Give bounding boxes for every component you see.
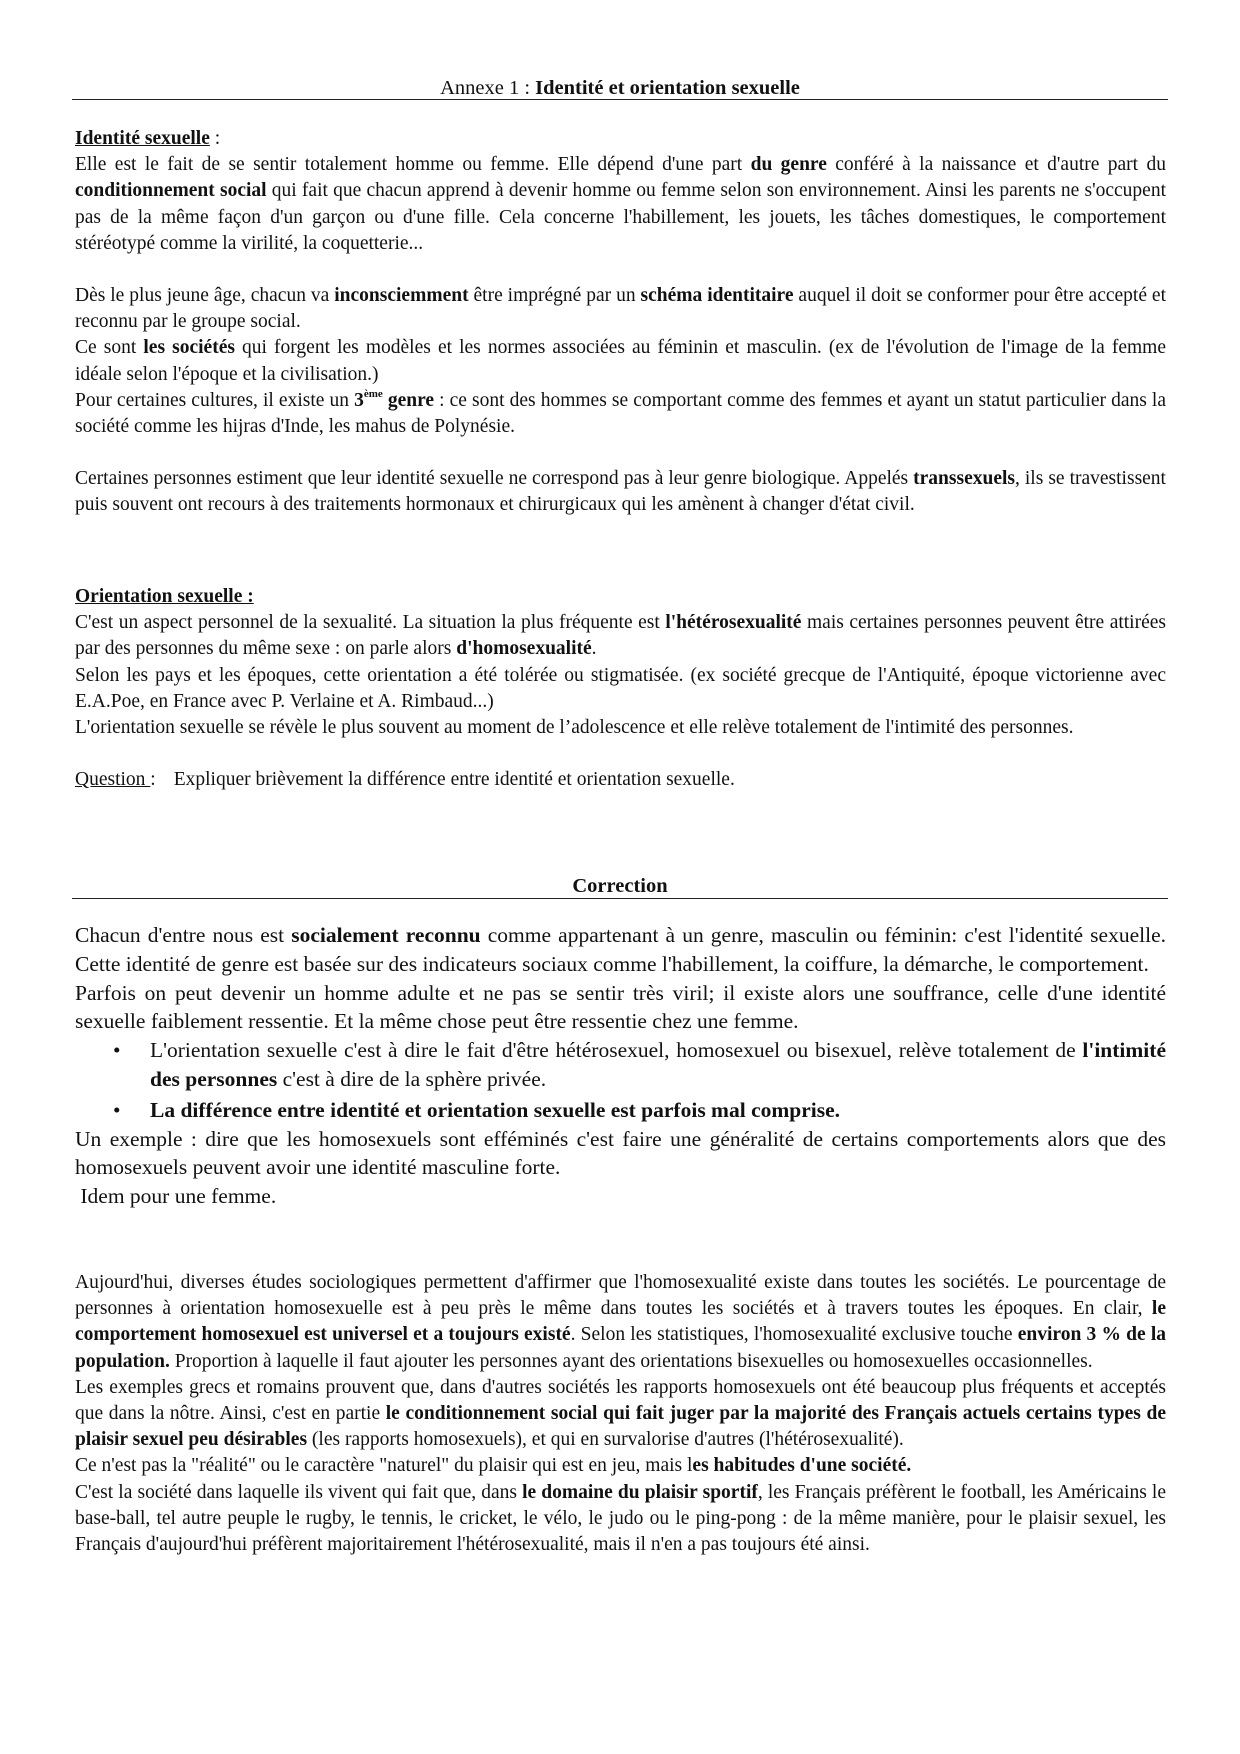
orientation-heading: Orientation sexuelle : <box>75 586 254 607</box>
orientation-paragraph-2: Selon les pays et les époques, cette orientation a été tolérée ou stigmatisée. (ex société grecque de l'Antiquité, époque victorienne avec E.A.Poe, en France avec P. Verlaine et A. Rimbaud...) <box>75 664 1166 712</box>
correction-underline-rule <box>72 898 1168 899</box>
identite-paragraph-5: Certaines personnes estiment que leur identité sexuelle ne correspond pas à leur genre biologique. Appelés transsexuels, ils se travestissent puis souvent ont recours à des traitements hormonaux et chirurgicaux qui les amènent à changer d'état civil. <box>75 468 1166 516</box>
orientation-paragraph-3: L'orientation sexuelle se révèle le plus souvent au moment de l’adolescence et elle relève totalement de l'intimité des personnes. <box>75 717 1074 739</box>
correction-paragraph-4: Idem pour une femme. <box>75 1184 277 1209</box>
question-text: Expliquer brièvement la différence entre identité et orientation sexuelle. <box>173 769 735 791</box>
section-identite <box>75 126 1166 519</box>
section-orientation <box>75 584 1166 793</box>
annex-title-bold: Identité et orientation sexuelle <box>535 77 800 99</box>
bullet-dot: • <box>113 1038 121 1063</box>
orientation-paragraph-1: C'est un aspect personnel de la sexualité. La situation la plus fréquente est l'hétérosexualité mais certaines personnes peuvent être attirées par des personnes du même sexe : on parle alors d'homosexualité. <box>75 612 1166 660</box>
correction-paragraph-5: Aujourd'hui, diverses études sociologiques permettent d'affirmer que l'homosexualité existe dans toutes les sociétés. Le pourcentage de personnes à orientation homosexuelle est à peu près le même dans toutes les sociétés et à travers toutes les époques. En clair, le comportement homosexuel est universel et a toujours existé. Selon les statistiques, l'homosexualité exclusive touche environ 3 % de la population. Proportion à laquelle il faut ajouter les personnes ayant des orientations bisexuelles ou homosexuelles occasionnelles. <box>75 1272 1166 1372</box>
bullet-dot: • <box>113 1097 121 1122</box>
correction-small-text <box>75 1270 1166 1558</box>
identite-paragraph-1: Elle est le fait de se sentir totalement homme ou femme. Elle dépend d'une part du genre conféré à la naissance et d'autre part du conditionnement social qui fait que chacun apprend à devenir homme ou femme selon son environnement. Ainsi les parents ne s'occupent pas de la même façon d'un garçon ou d'une fille. Cela concerne l'habillement, les jouets, les tâches domestiques, le comportement stéréotypé comme la virilité, la coquetterie... <box>75 154 1166 254</box>
correction-large-text <box>75 921 1166 1211</box>
identite-paragraph-4: Pour certaines cultures, il existe un 3ème genre : ce sont des hommes se comportant comme des femmes et ayant un statut particulier dans la société comme les hijras d'Inde, les mahus de Polynésie. <box>75 387 1166 438</box>
correction-paragraph-3: Un exemple : dire que les homosexuels sont efféminés c'est faire une généralité de certains comportements alors que des homosexuels peuvent avoir une identité masculine forte. <box>75 1126 1166 1180</box>
bullet-item-1: • L'orientation sexuelle c'est à dire le fait d'être hétérosexuel, homosexuel ou bisexuel, relève totalement de l'intimité des personnes c'est à dire de la sphère privée. <box>113 1038 1166 1091</box>
identite-paragraph-2: Dès le plus jeune âge, chacun va inconsciemment être imprégné par un schéma identitaire auquel il doit se conformer pour être accepté et reconnu par le groupe social. <box>75 285 1166 333</box>
annex-prefix: Annexe 1 : <box>440 77 536 99</box>
identite-heading <box>75 126 1166 152</box>
correction-paragraph-2: Parfois on peut devenir un homme adulte et ne pas se sentir très viril; il existe alors une souffrance, celle d'une identité sexuelle faiblement ressentie. Et la même chose peut être ressentie chez une femme. <box>75 980 1166 1034</box>
correction-paragraph-1: Chacun d'entre nous est socialement reconnu comme appartenant à un genre, masculin ou féminin: c'est l'identité sexuelle. Cette identité de genre est basée sur des indicateurs sociaux comme l'habillement, la coiffure, la démarche, le comportement. <box>75 923 1166 976</box>
question-line: Question : Expliquer brièvement la différence entre identité et orientation sexuelle. <box>75 769 735 791</box>
identite-paragraph-3: Ce sont les sociétés qui forgent les modèles et les normes associées au féminin et masculin. (ex de l'évolution de l'image de la femme idéale selon l'époque et la civilisation.) <box>75 337 1166 385</box>
question-label: Question <box>75 769 151 791</box>
bullet-item-2: • La différence entre identité et orientation sexuelle est parfois mal comprise. <box>75 1096 1166 1125</box>
identite-heading-text: Identité sexuelle <box>75 128 210 149</box>
correction-paragraph-8: C'est la société dans laquelle ils vivent qui fait que, dans le domaine du plaisir sportif, les Français préfèrent le football, les Américains le base-ball, tel autre peuple le rugby, le tennis, le cricket, le vélo, le judo ou le ping-pong : de la même manière, pour le plaisir sexuel, les Français d'aujourd'hui préfèrent majoritairement l'hétérosexualité, mais il n'en a pas toujours été ainsi. <box>75 1481 1166 1556</box>
correction-paragraph-6: Les exemples grecs et romains prouvent que, dans d'autres sociétés les rapports homosexuels ont été beaucoup plus fréquents et acceptés que dans la nôtre. Ainsi, c'est en partie le conditionnement social qui fait juger par la majorité des Français actuels certains types de plaisir sexuel peu désirables (les rapports homosexuels), et qui en survalorise d'autres (l'hétérosexualité). <box>75 1376 1167 1451</box>
correction-bullet-list <box>75 1036 1166 1124</box>
identite-heading-suffix: : <box>209 128 221 149</box>
annex-title <box>72 74 1168 102</box>
title-underline-rule <box>72 99 1168 100</box>
correction-title: Correction <box>572 875 668 897</box>
correction-paragraph-7: Ce n'est pas la "réalité" ou le caractère "naturel" du plaisir qui est en jeu, mais les habitudes d'une société. <box>75 1455 912 1477</box>
